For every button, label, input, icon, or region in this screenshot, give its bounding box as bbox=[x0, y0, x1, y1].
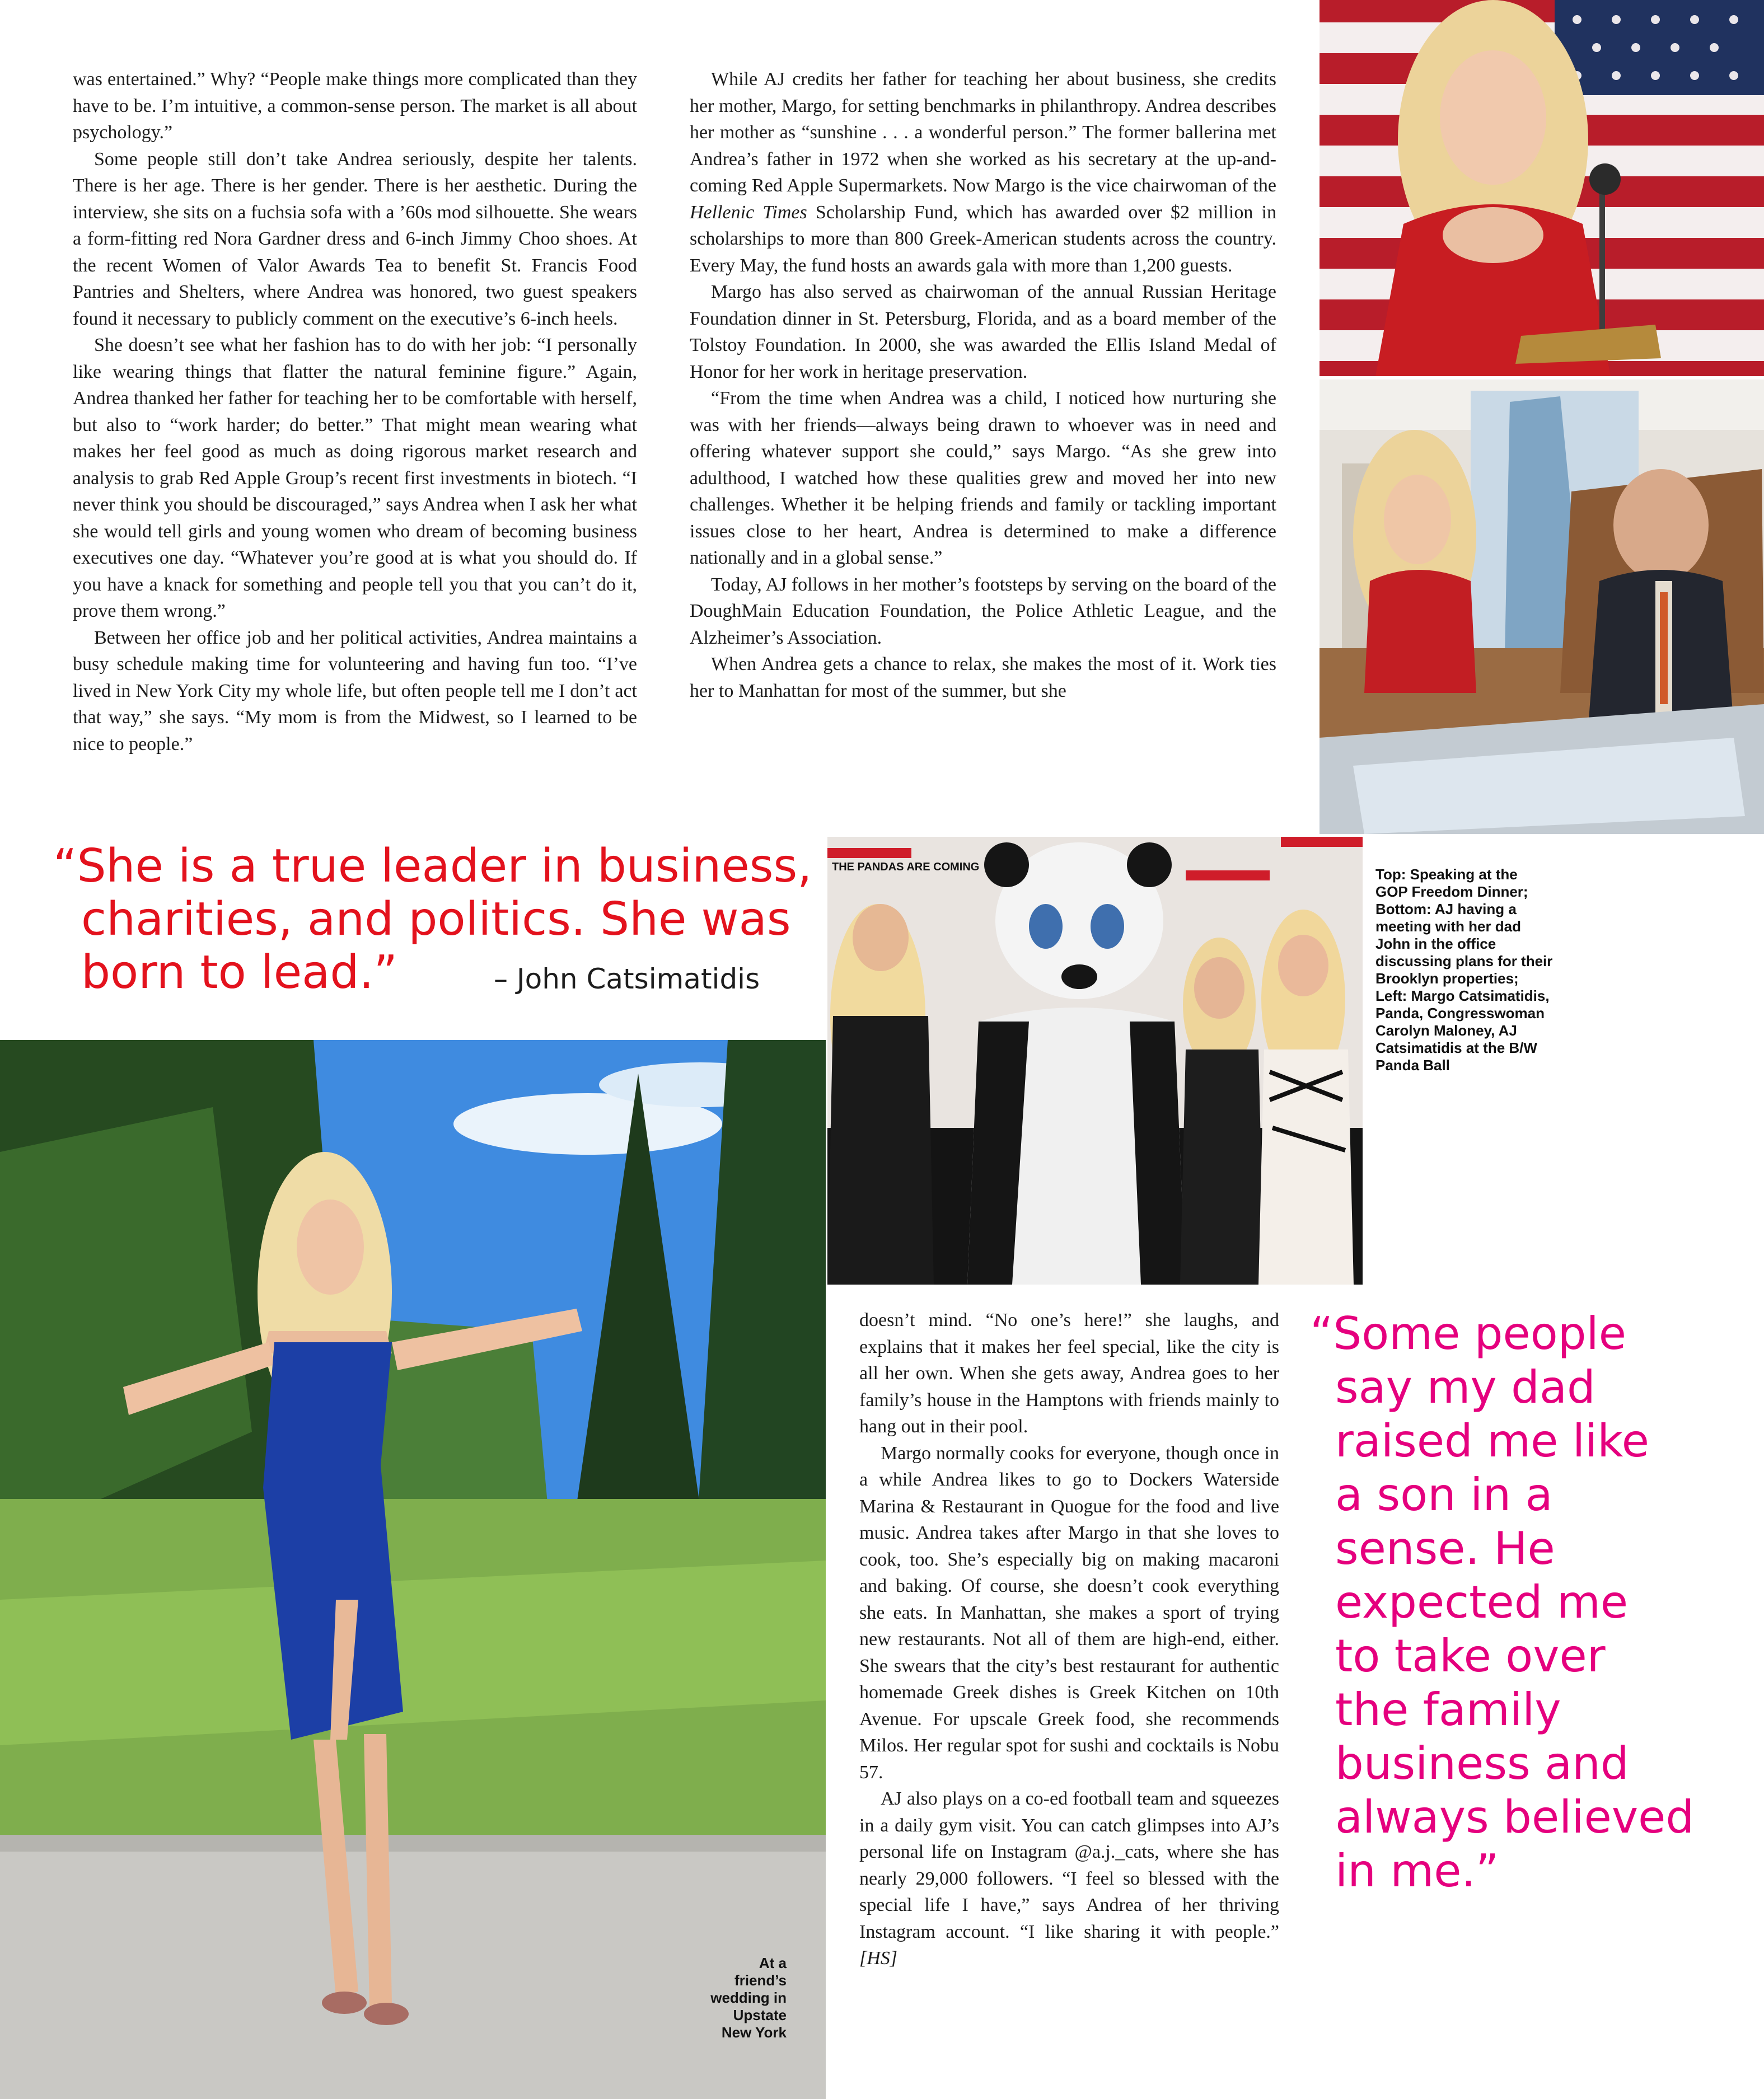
caption-line: Left: Margo Catsimatidis, bbox=[1375, 987, 1550, 1004]
caption-line: At a bbox=[759, 1955, 787, 1971]
paragraph: Margo normally cooks for everyone, though once in a while Andrea likes to go to Dockers Waterside Marina & Restaurant in Quogue for the food and live music. Andrea takes after Margo in that she loves to cook, too. She’s especially big on making macaroni and baking. Of course, she doesn’t cook everything she eats. In Manhattan, she makes a sport of trying new restaurants. Not all of them are high-end, either. She swears that the city’s best restaurant for authentic homemade Greek dishes is Greek Kitchen on 10th Avenue. For upscale Greek food, she recommends Milos. Her regular spot for sushi and cocktails is Nobu 57. bbox=[859, 1442, 1279, 1783]
pull-quote-line: charities, and politics. She was bbox=[81, 893, 791, 946]
publication-name: Hellenic Times bbox=[690, 202, 807, 223]
caption-line: Panda, Congresswoman bbox=[1375, 1005, 1545, 1022]
paragraph: Margo has also served as chairwoman of the annual Russian Heritage Foundation dinner in St. Petersburg, Florida, and as a board member of the Tolstoy Foundation. In 2000, she was awarded the Ellis Island Medal of Honor for her work in heritage preservation. bbox=[690, 282, 1276, 382]
paragraph: was entertained.” Why? “People make things more complicated than they have to be. I’m intuitive, a common-sense person. The market is all about psychology.” bbox=[73, 69, 637, 143]
caption-line: Top: Speaking at the bbox=[1375, 866, 1518, 883]
caption-line: friend’s bbox=[734, 1972, 787, 1989]
paragraph: She doesn’t see what her fashion has to do with her job: “I personally like wearing things that flatter the natural feminine figure.” Again, Andrea thanked her father for teaching her to be comfortable with herself, but also to “work harder; do better.” That might mean wearing what makes her feel good as much as doing rigorous market research and analysis to grab Red Apple Group’s recent first investments in biotech. “I never think you should be discouraged,” says Andrea when I ask her what she would tell girls and young women who dream of becoming business executives one day. “Whatever you’re good at is what you should do. If you have a knack for something and people tell you that you can’t do it, prove them wrong.” bbox=[73, 335, 637, 621]
pull-quote-magenta bbox=[1310, 1307, 1747, 1898]
caption-line: meeting with her dad bbox=[1375, 918, 1522, 935]
article-column-1 bbox=[73, 66, 637, 757]
article-column-3 bbox=[859, 1307, 1279, 1972]
caption-line: wedding in bbox=[710, 1989, 787, 2006]
photo-wedding-park bbox=[0, 1040, 826, 2099]
paragraph: doesn’t mind. “No one’s here!” she laughs, and explains that it makes her feel special, like the city is all her own. When she gets away, Andrea goes to her family’s house in the Hamptons with friends mainly to hang out in their pool. bbox=[859, 1310, 1279, 1437]
paragraph bbox=[859, 1786, 1279, 1972]
caption-line: GOP Freedom Dinner; bbox=[1375, 883, 1528, 900]
caption-wedding-photo bbox=[697, 1955, 787, 2041]
pull-quote-line: raised me like bbox=[1335, 1415, 1649, 1467]
byline-initials: [HS] bbox=[859, 1948, 898, 1969]
photo-office-meeting bbox=[1320, 379, 1764, 834]
pull-quote-line: say my dad bbox=[1335, 1361, 1595, 1413]
pull-quote-line: to take over bbox=[1335, 1630, 1606, 1682]
photo-podium-speech bbox=[1320, 0, 1764, 376]
caption-line: John in the office bbox=[1375, 935, 1496, 952]
caption-line: Catsimatidis at the B/W bbox=[1375, 1039, 1537, 1056]
pull-quote-line: always believed bbox=[1335, 1791, 1695, 1843]
caption-line: New York bbox=[721, 2024, 787, 2041]
photo-panda-ball bbox=[827, 837, 1363, 1285]
caption-line: Panda Ball bbox=[1375, 1057, 1450, 1074]
photo-park-image bbox=[0, 1040, 826, 2099]
paragraph bbox=[690, 66, 1276, 279]
banner-text: THE PANDAS ARE COMING bbox=[832, 861, 980, 873]
pull-quote-line: born to lead.” bbox=[81, 946, 397, 999]
caption-line: discussing plans for their bbox=[1375, 953, 1553, 969]
caption-line: Brooklyn properties; bbox=[1375, 970, 1519, 987]
article-column-2 bbox=[690, 66, 1276, 704]
caption-photo-set bbox=[1375, 866, 1588, 1074]
caption-line: Upstate bbox=[733, 2007, 787, 2023]
pull-quote-line: the family bbox=[1335, 1684, 1561, 1736]
paragraph: Some people still don’t take Andrea seriously, despite her talents. There is her age. There is her gender. There is her aesthetic. During the interview, she sits on a fuchsia sofa with a ’60s mod silhouette. She wears a form-fitting red Nora Gardner dress and 6-inch Jimmy Choo shoes. At the recent Women of Valor Awards Tea to benefit St. Francis Food Pantries and Shelters, where Andrea was honored, two guest speakers found it necessary to publicly comment on the executive’s 6-inch heels. bbox=[73, 148, 637, 329]
pull-quote-attribution: – John Catsimatidis bbox=[494, 963, 760, 995]
text-span: AJ also plays on a co-ed football team and squeezes in a daily gym visit. You can catch glimpses into AJ’s personal life on Instagram @a.j._cats, where she has nearly 29,000 followers. “I feel so blessed with the special life I have,” says Andrea of her thriving Instagram account. “I like sharing it with people.” bbox=[859, 1788, 1279, 1942]
photo-panda-image bbox=[827, 837, 1363, 1285]
paragraph: When Andrea gets a chance to relax, she makes the most of it. Work ties her to Manhattan for most of the summer, but she bbox=[690, 654, 1276, 701]
caption-line: Carolyn Maloney, AJ bbox=[1375, 1022, 1517, 1039]
pull-quote-line: in me.” bbox=[1335, 1845, 1499, 1897]
text-span: While AJ credits her father for teaching her about business, she credits her mother, Margo, for setting benchmarks in philanthropy. Andrea describes her mother as “sunshine . . . a wonderful person.” The former ballerina met Andrea’s father in 1972 when she worked as his secretary at the up-and-coming Red Apple Supermarkets. Now Margo is the vice chairwoman of the bbox=[690, 69, 1276, 196]
paragraph: Today, AJ follows in her mother’s footsteps by serving on the board of the DoughMain Education Foundation, the Police Athletic League, and the Alzheimer’s Association. bbox=[690, 574, 1276, 648]
pull-quote-line: a son in a bbox=[1335, 1469, 1553, 1521]
photo-office-image bbox=[1320, 379, 1764, 834]
caption-line: Bottom: AJ having a bbox=[1375, 901, 1517, 917]
paragraph: Between her office job and her political activities, Andrea maintains a busy schedule making time for volunteering and having fun too. “I’ve lived in New York City my whole life, but often people tell me I don’t act that way,” she says. “My mom is from the Midwest, so I learned to be nice to people.” bbox=[73, 627, 637, 755]
photo-podium-image bbox=[1320, 0, 1764, 376]
pull-quote-line: sense. He bbox=[1335, 1522, 1555, 1575]
pull-quote-line: business and bbox=[1335, 1737, 1629, 1789]
pull-quote-line: “Some people bbox=[1310, 1308, 1626, 1360]
text-span: Scholarship Fund, which has awarded over $2 million in scholarships to more than 800 Greek-American students across the country. Every May, the fund hosts an awards gala with more than 1,200 guests. bbox=[690, 202, 1276, 276]
pull-quote-line: “She is a true leader in business, bbox=[53, 840, 812, 893]
pull-quote-line: expected me bbox=[1335, 1576, 1629, 1628]
paragraph: “From the time when Andrea was a child, I noticed how nurturing she was with her friends—always being drawn to whoever was in need and offering whatever support she could,” says Margo. “As she grew into adulthood, I watched how these qualities grew and moved her into new challenges. Whether it be helping friends and family or tackling important issues close to her heart, Andrea is determined to make a difference nationally and in a global sense.” bbox=[690, 388, 1276, 568]
